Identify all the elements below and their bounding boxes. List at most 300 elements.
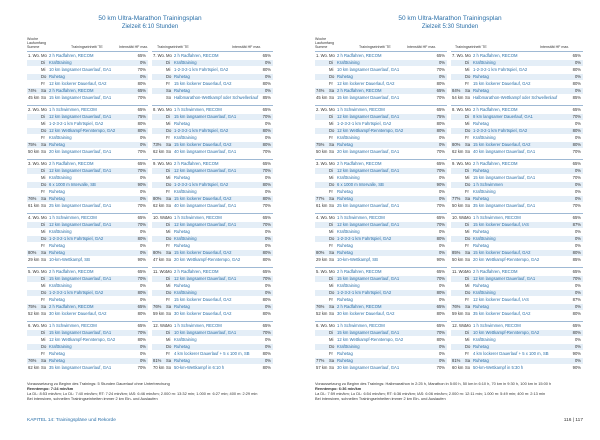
training-cell: Krafttraining — [473, 60, 496, 65]
day-cell: Fr — [166, 135, 170, 140]
intensity-cell: 80% — [262, 351, 271, 356]
training-cell: Ruhetag — [473, 168, 489, 173]
day-cell: Sa — [465, 304, 471, 309]
intensity-cell: 70% — [436, 203, 445, 208]
table-row — [152, 304, 273, 310]
table-row — [451, 323, 583, 329]
training-cell: Krafttraining — [49, 229, 72, 234]
training-cell: 15 km lockerer Dauerlauf, GA2 — [174, 250, 232, 255]
day-cell: So — [329, 257, 335, 262]
intensity-cell: 70% — [137, 149, 146, 154]
week-cell: 7. Wo. — [153, 53, 166, 58]
week-cell: 2. Wo. — [28, 107, 41, 112]
table-row — [152, 81, 273, 87]
day-cell: Mo — [166, 161, 172, 166]
training-cell: Ruhetag — [174, 304, 190, 309]
day-cell: So — [41, 95, 47, 100]
day-cell: Di — [41, 330, 45, 335]
day-cell: Fr — [329, 189, 333, 194]
intensity-cell: 0% — [438, 229, 445, 234]
week-cell: 76% — [452, 304, 461, 309]
table-row — [451, 53, 583, 59]
intensity-cell: 80% — [436, 236, 445, 241]
intensity-cell: 0% — [574, 88, 581, 93]
training-cell: Ruhetag — [49, 250, 65, 255]
day-cell: Mo — [41, 53, 47, 58]
training-cell: 35 km langsamer Dauerlauf, GA1 — [473, 203, 536, 208]
table-row — [152, 107, 273, 113]
table-row — [27, 161, 148, 167]
training-cell: 1-2-3-2-1 km Fahrtspiel, GA2 — [473, 67, 528, 72]
training-cell: 2 h Radfahren, RECOM — [49, 53, 94, 58]
intensity-cell: 0% — [574, 182, 581, 187]
day-cell: Di — [329, 222, 333, 227]
intensity-cell: 0% — [139, 74, 146, 79]
plan-notes — [27, 381, 262, 401]
note-line: Renntempo: 7:24 min/km — [27, 386, 74, 391]
week-block — [27, 213, 148, 264]
day-cell: So — [41, 203, 47, 208]
table-row — [315, 358, 447, 364]
intensity-cell: 70% — [436, 222, 445, 227]
week-cell: 12. Wo. — [452, 323, 467, 328]
training-cell: 10 km langsamer Dauerlauf, GA1 — [49, 67, 112, 72]
week-block — [451, 105, 583, 156]
day-cell: Do — [329, 182, 335, 187]
day-cell: So — [41, 257, 47, 262]
table-row — [315, 168, 447, 174]
table-row — [27, 283, 148, 289]
day-cell: Sa — [41, 196, 47, 201]
training-cell: Ruhetag — [473, 196, 489, 201]
training-cell: 2 h Radfahren, RECOM — [337, 269, 382, 274]
intensity-cell: 70% — [572, 203, 581, 208]
day-cell: Mi — [465, 283, 470, 288]
intensity-cell: 80% — [137, 290, 146, 295]
day-cell: Mo — [41, 161, 47, 166]
training-cell: Ruhetag — [473, 344, 489, 349]
training-cell: 12 km lockerer Dauerlauf, IAS — [473, 297, 529, 302]
table-row — [152, 358, 273, 364]
week-block — [315, 267, 447, 318]
week-cell: 50 km — [316, 149, 328, 154]
table-row — [27, 236, 148, 242]
intensity-cell: 70% — [572, 114, 581, 119]
intensity-cell: 80% — [436, 337, 445, 342]
intensity-cell: 70% — [436, 95, 445, 100]
week-cell: 75% — [316, 142, 325, 147]
table-row — [315, 365, 447, 371]
training-cell: 20 km langsamer Dauerlauf, GA1 — [337, 149, 400, 154]
table-row — [152, 323, 273, 329]
training-cell: 30 km lockerer Dauerlauf, GA2 — [174, 311, 232, 316]
intensity-cell: 0% — [438, 74, 445, 79]
table-row — [152, 67, 273, 73]
table-row — [451, 142, 583, 148]
intensity-cell: 0% — [574, 337, 581, 342]
week-cell: 1. Wo. — [316, 53, 329, 58]
table-row — [451, 74, 583, 80]
table-row — [152, 88, 273, 94]
intensity-cell: 65% — [436, 215, 445, 220]
table-row — [27, 290, 148, 296]
table-row — [315, 215, 447, 221]
training-cell: Krafttraining — [337, 175, 360, 180]
day-cell: Di — [166, 276, 170, 281]
day-cell: Mo — [329, 323, 335, 328]
intensity-cell: 0% — [438, 351, 445, 356]
table-row — [315, 175, 447, 181]
intensity-cell: 75% — [137, 114, 146, 119]
training-cell: 6 x 1000 m Intervalle, SB — [337, 182, 384, 187]
week-cell: 80% — [28, 250, 37, 255]
day-cell: Sa — [329, 304, 335, 309]
table-row — [27, 222, 148, 228]
day-cell: Mi — [41, 67, 46, 72]
training-cell: 2 h Radfahren, RECOM — [49, 88, 94, 93]
week-cell: 76% — [28, 196, 37, 201]
intensity-cell: 0% — [264, 121, 271, 126]
intensity-cell: 70% — [262, 222, 271, 227]
table-row — [451, 257, 583, 263]
training-cell: 6 x 1000 m Intervalle, SB — [49, 182, 96, 187]
day-cell: Do — [465, 344, 471, 349]
table-row — [451, 168, 583, 174]
training-cell: Ruhetag — [337, 189, 353, 194]
week-cell: 61 km — [28, 203, 40, 208]
training-cell: 20 km Wettkampf-Renntempo, GA2 — [174, 257, 241, 262]
header-intensity: Intensität HF max. — [232, 45, 262, 49]
training-cell: 1 h Schwimmen, RECOM — [174, 107, 222, 112]
intensity-cell: 65% — [436, 269, 445, 274]
day-cell: Do — [329, 236, 335, 241]
intensity-cell: 0% — [438, 135, 445, 140]
table-row — [27, 351, 148, 357]
training-cell: Krafttraining — [473, 189, 496, 194]
training-cell: 12 km Wettkampf-Renntempo, GA2 — [337, 337, 404, 342]
training-cell: 15 km langsamer Dauerlauf, GA1 — [174, 114, 237, 119]
intensity-cell: 0% — [574, 189, 581, 194]
training-cell: 12 km Wettkampf-Renntempo, GA2 — [49, 337, 116, 342]
header-training: Trainingseinheit/ TE — [455, 45, 487, 49]
week-cell: 52 km — [316, 311, 328, 316]
table-row — [152, 257, 273, 263]
note-line: Renntempo: 6:36 min/km — [315, 386, 362, 391]
training-cell: 2 h Radfahren, RECOM — [473, 161, 518, 166]
day-cell: Fr — [465, 297, 469, 302]
table-row — [315, 95, 447, 101]
day-cell: Sa — [465, 196, 471, 201]
day-cell: So — [166, 149, 172, 154]
training-cell: Ruhetag — [49, 243, 65, 248]
week-block — [152, 159, 273, 210]
intensity-cell: 80% — [572, 142, 581, 147]
training-cell: Ruhetag — [337, 358, 353, 363]
intensity-cell: 85% — [262, 95, 271, 100]
day-cell: Sa — [465, 358, 471, 363]
table-row — [315, 149, 447, 155]
day-cell: Mi — [329, 337, 334, 342]
day-cell: Di — [166, 330, 170, 335]
intensity-cell: 70% — [137, 222, 146, 227]
intensity-cell: 65% — [137, 215, 146, 220]
training-cell: Krafttraining — [174, 189, 197, 194]
day-cell: Fr — [465, 351, 469, 356]
intensity-cell: 65% — [262, 269, 271, 274]
intensity-cell: 65% — [137, 53, 146, 58]
training-cell: 12 km lockerer Dauerlauf, GA2 — [337, 81, 395, 86]
table-row — [451, 60, 583, 66]
training-cell: 1 h Schwimmen, RECOM — [49, 107, 97, 112]
training-cell: 10 km Wettkampf-Renntempo, GA2 — [473, 330, 540, 335]
intensity-cell: 65% — [436, 323, 445, 328]
table-row — [315, 114, 447, 120]
training-cell: Ruhetag — [49, 74, 65, 79]
table-row — [27, 149, 148, 155]
intensity-cell: 0% — [574, 243, 581, 248]
training-cell: 1 h Schwimmen, RECOM — [49, 215, 97, 220]
table-row — [152, 330, 273, 336]
intensity-cell: 70% — [436, 149, 445, 154]
week-cell: 45 km — [28, 95, 40, 100]
intensity-cell: 70% — [262, 330, 271, 335]
week-block — [315, 105, 447, 156]
intensity-cell: 80% — [262, 297, 271, 302]
training-cell: 15 km lockerer Dauerlauf, IAS — [473, 222, 529, 227]
day-cell: Fr — [329, 351, 333, 356]
intensity-cell: 0% — [139, 358, 146, 363]
week-cell: 76% — [153, 304, 162, 309]
day-cell: Mo — [41, 107, 47, 112]
day-cell: Mi — [166, 283, 171, 288]
table-row — [451, 203, 583, 209]
day-cell: Sa — [329, 196, 335, 201]
week-cell: 80% — [153, 250, 162, 255]
table-row — [27, 257, 148, 263]
week-cell: 62 km — [153, 149, 165, 154]
day-cell: Fr — [465, 135, 469, 140]
table-row — [27, 81, 148, 87]
intensity-cell: 0% — [139, 283, 146, 288]
training-cell: 2 h Radfahren, RECOM — [473, 107, 518, 112]
table-row — [315, 323, 447, 329]
day-cell: So — [465, 365, 471, 370]
week-cell: 5. Wo. — [316, 269, 329, 274]
training-cell: Krafttraining — [174, 60, 197, 65]
intensity-cell: 80% — [262, 311, 271, 316]
table-row — [27, 323, 148, 329]
intensity-cell: 70% — [137, 67, 146, 72]
week-cell: 61 km — [316, 203, 328, 208]
intensity-cell: 0% — [574, 196, 581, 201]
header-training: Trainingseinheit/ TE — [359, 45, 391, 49]
table-row — [152, 269, 273, 275]
training-cell: 12 km langsamer Dauerlauf, GA1 — [337, 114, 400, 119]
week-cell: 75% — [28, 142, 37, 147]
day-cell: Mi — [329, 67, 334, 72]
training-cell: 1-2-3-2-1 km Fahrtspiel, GA2 — [49, 236, 104, 241]
intensity-cell: 65% — [137, 269, 146, 274]
week-cell: 75% — [28, 304, 37, 309]
header-intensity: Intensität HF max. — [119, 45, 149, 49]
table-row — [315, 344, 447, 350]
table-row — [152, 142, 273, 148]
intensity-cell: 0% — [574, 60, 581, 65]
intensity-cell: 90% — [436, 182, 445, 187]
day-cell: Mi — [465, 121, 470, 126]
note-line: Bei intensiven, schnellen Trainingseinheiten immer 2 km Ein- und Auslaufen — [315, 396, 446, 401]
week-cell: 62 km — [28, 365, 40, 370]
intensity-cell: 70% — [436, 168, 445, 173]
table-row — [152, 344, 273, 350]
day-cell: So — [465, 95, 471, 100]
day-cell: Sa — [329, 88, 335, 93]
day-cell: Sa — [465, 142, 471, 147]
day-cell: Di — [465, 168, 469, 173]
table-row — [315, 311, 447, 317]
day-cell: Fr — [465, 81, 469, 86]
training-cell: Ruhetag — [174, 243, 190, 248]
training-cell: 2 h Radfahren, RECOM — [337, 161, 382, 166]
table-row — [152, 128, 273, 134]
week-cell: 4. Wo. — [316, 215, 329, 220]
week-cell: 81% — [153, 358, 162, 363]
intensity-cell: 80% — [262, 182, 271, 187]
intensity-cell: 65% — [572, 161, 581, 166]
week-block — [27, 267, 148, 318]
intensity-cell: 65% — [436, 107, 445, 112]
intensity-cell: 0% — [139, 189, 146, 194]
day-cell: Fr — [166, 297, 170, 302]
intensity-cell: 0% — [264, 304, 271, 309]
table-row — [152, 290, 273, 296]
table-row — [27, 74, 148, 80]
table-row — [27, 189, 148, 195]
training-cell: 12 km Wettkampf-Renntempo, GA2 — [49, 128, 116, 133]
training-cell: Krafttraining — [473, 135, 496, 140]
day-cell: Sa — [166, 88, 172, 93]
day-cell: Sa — [41, 88, 47, 93]
table-row — [451, 337, 583, 343]
table-row — [152, 74, 273, 80]
table-row — [152, 95, 273, 101]
training-cell: 30 km lockerer Dauerlauf, GA2 — [49, 311, 107, 316]
intensity-cell: 80% — [436, 290, 445, 295]
table-row — [152, 297, 273, 303]
table-row — [152, 222, 273, 228]
table-row — [152, 182, 273, 188]
intensity-cell: 0% — [264, 283, 271, 288]
day-cell: Fr — [41, 351, 45, 356]
day-cell: Mi — [41, 121, 46, 126]
day-cell: Di — [41, 60, 45, 65]
intensity-cell: 80% — [572, 67, 581, 72]
week-block — [451, 51, 583, 102]
training-cell: 40 km langsamer Dauerlauf, GA1 — [174, 203, 237, 208]
table-row — [27, 88, 148, 94]
intensity-cell: 80% — [436, 128, 445, 133]
day-cell: So — [329, 149, 335, 154]
week-cell: 47 km — [153, 257, 165, 262]
intensity-cell: 0% — [264, 135, 271, 140]
table-row — [27, 297, 148, 303]
intensity-cell: 65% — [262, 53, 271, 58]
training-cell: Krafttraining — [473, 290, 496, 295]
week-cell: 77% — [316, 358, 325, 363]
week-cell: 8. Wo. — [452, 107, 465, 112]
day-cell: Fr — [41, 243, 45, 248]
table-row — [315, 182, 447, 188]
intensity-cell: 80% — [137, 81, 146, 86]
intensity-cell: 0% — [139, 142, 146, 147]
table-row — [27, 67, 148, 73]
table-row — [315, 236, 447, 242]
intensity-cell: 65% — [262, 161, 271, 166]
week-block — [27, 105, 148, 156]
intensity-cell: 0% — [438, 250, 445, 255]
week-cell: 59 km — [452, 311, 464, 316]
training-cell: 1 h Schwimmen — [473, 182, 503, 187]
week-cell: 73% — [153, 142, 162, 147]
intensity-cell: 65% — [572, 53, 581, 58]
intensity-cell: 80% — [262, 67, 271, 72]
training-cell: Ruhetag — [337, 74, 353, 79]
table-row — [315, 88, 447, 94]
day-cell: Di — [166, 168, 170, 173]
week-block — [451, 321, 583, 372]
day-cell: So — [465, 203, 471, 208]
intensity-cell: 90% — [137, 257, 146, 262]
intensity-cell: 0% — [574, 344, 581, 349]
intensity-cell: 0% — [438, 142, 445, 147]
training-cell: Ruhetag — [473, 243, 489, 248]
table-row — [27, 175, 148, 181]
day-cell: Do — [41, 344, 47, 349]
table-row — [152, 337, 273, 343]
table-row — [451, 297, 583, 303]
intensity-cell: 0% — [139, 196, 146, 201]
intensity-cell: 65% — [262, 215, 271, 220]
week-cell: 80% — [316, 250, 325, 255]
intensity-cell: 0% — [264, 74, 271, 79]
training-cell: 10-km-Wettkampf, SB — [337, 257, 378, 262]
training-cell: 35 km lockerer Dauerlauf, GA2 — [473, 311, 531, 316]
day-cell: Do — [41, 182, 47, 187]
note-line: Voraussetzung zu Beginn des Trainings: 5 Stunden Dauerlauf ohne Unterbrechung — [27, 381, 170, 386]
day-cell: Mi — [329, 283, 334, 288]
note-line: La DL: 8:53 min/km; Lo DL: 7:40 min/km; RT: 7:24 min/km; IAS: 6:46 min/km; 2.000 m: 13:32 min; 1.000 m: 6:27 min; 400 m: 2:29 min — [27, 391, 258, 396]
table-row — [315, 243, 447, 249]
intensity-cell: 0% — [264, 229, 271, 234]
intensity-cell: 90% — [572, 365, 581, 370]
intensity-cell: 0% — [574, 304, 581, 309]
table-row — [152, 149, 273, 155]
week-cell: 10. Wo. — [452, 215, 467, 220]
training-cell: 15 km langsamer Dauerlauf, GA1 — [49, 330, 112, 335]
table-row — [315, 67, 447, 73]
week-cell: 7. Wo. — [452, 53, 465, 58]
table-row — [451, 114, 583, 120]
table-row — [315, 189, 447, 195]
day-cell: Mo — [465, 107, 471, 112]
intensity-cell: 0% — [438, 189, 445, 194]
table-row — [315, 135, 447, 141]
week-cell: 76% — [28, 358, 37, 363]
training-cell: 2 h Radfahren, RECOM — [473, 53, 518, 58]
intensity-cell: 80% — [262, 142, 271, 147]
training-cell: 2 h Radfahren, RECOM — [49, 269, 94, 274]
week-cell: 62 km — [452, 149, 464, 154]
